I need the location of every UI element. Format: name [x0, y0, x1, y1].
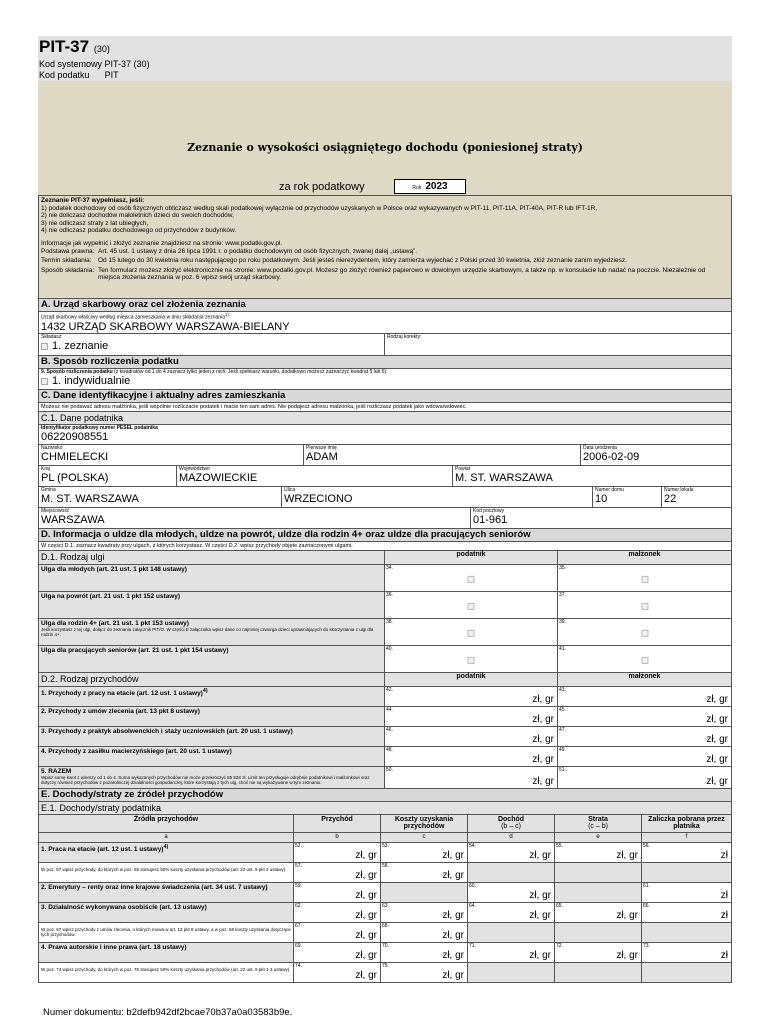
amount-field[interactable]: [294, 943, 381, 962]
column-letter: f: [642, 833, 731, 842]
currency-unit: zł, gr: [529, 850, 551, 861]
income-source-subnote: W poz. 57 wpisz przychody, do których w poz. 58 stosujesz 50% koszty uzyskania przychodów (art. 22 ust. 9 pkt 3 ustawy).: [39, 863, 294, 882]
income-source-label-text: 2. Emerytury – renty oraz inne krajowe świadczenia (art. 34 ust. 7 ustawy): [41, 884, 268, 891]
col-malzonek: małżonek: [558, 551, 731, 564]
blank-cell: [642, 923, 731, 942]
relief-label-text: Ulga na powrót (art. 21 ust. 1 pkt 152 ustawy): [41, 593, 181, 600]
blank-cell: [555, 863, 642, 882]
field-number: 63.: [382, 903, 389, 909]
birth-date-field[interactable]: Data urodzenia 2006-02-09: [583, 445, 640, 463]
field-number: 57.: [295, 863, 302, 869]
field-number: 56.: [643, 843, 650, 849]
field-number: 39.: [559, 619, 566, 625]
currency-unit: zł, gr: [616, 950, 638, 961]
voivodeship-field[interactable]: Województwo MAZOWIECKIE: [177, 466, 453, 486]
income-source-subrow: [38, 963, 732, 983]
relief-spouse-checkbox[interactable]: [558, 592, 731, 618]
title-box: [38, 81, 732, 195]
currency-unit: zł, gr: [442, 970, 464, 981]
income-rows: [38, 687, 732, 789]
section-d-note: W części D.1. zaznacz kwadraty przy ulgach, z których korzystasz. W części D.2. wpisz przychody objęte zaznaczonymi ulgami.: [38, 542, 732, 551]
currency-unit: zł, gr: [355, 890, 377, 901]
column-header-formula: (c – b): [588, 823, 608, 830]
first-name-field[interactable]: Pierwsze imię ADAM: [304, 445, 581, 465]
income-taxpayer-field[interactable]: [385, 727, 558, 746]
field-number: 44.: [386, 707, 393, 713]
income-spouse-field[interactable]: [558, 747, 731, 766]
field-number: 41.: [559, 646, 566, 652]
county-field[interactable]: Powiat M. ST. WARSZAWA: [455, 466, 553, 484]
section-c-note: Możesz nie podawać adresu małżonka, jeśli wspólnie rozliczacie podatek i macie ten sam adres. Nie podajesz adresu małżonka, jeśli rozliczasz podatek jako wdowa/wdowiec.: [38, 403, 732, 412]
tax-office-field[interactable]: Urząd skarbowy właściwy według miejsca zamieszkania w dniu składania zeznania$^{1)}$ 1432 URZĄD SKARBOWY WARSZAWA-BIELANY: [41, 312, 290, 333]
income-label-text: [41, 748, 382, 755]
relief-taxpayer-checkbox[interactable]: [385, 592, 558, 618]
field-number: 52.: [295, 843, 302, 849]
field-number: 58.: [382, 863, 389, 869]
column-header-text: Zaliczka pobrana przez płatnika: [648, 816, 725, 830]
currency-unit: zł, gr: [355, 950, 377, 961]
filing-type-field[interactable]: Składasz: 1. zeznanie: [39, 334, 385, 355]
income-source-subnote: W poz. 74 wpisz przychody, do których w poz. 75 stosujesz 50% koszty uzyskania przychodów (art. 22 ust. 9 pkt 1-3 ustawy).: [39, 963, 294, 982]
field-number: 72.: [556, 943, 563, 949]
checkbox-icon[interactable]: [641, 657, 648, 664]
relief-row: [38, 565, 732, 592]
checkbox-icon[interactable]: [468, 657, 475, 664]
checkbox-icon[interactable]: [468, 603, 475, 610]
year-field[interactable]: Rok 2023: [394, 179, 466, 194]
relief-rows: [38, 565, 732, 673]
correction-type-field[interactable]: Rodzaj korekty:: [387, 334, 422, 340]
blank-cell: [468, 963, 555, 982]
currency-unit: zł, gr: [532, 776, 554, 787]
kod-podatku: PIT: [104, 70, 119, 80]
income-label-text: [41, 768, 382, 775]
field-number: 47.: [559, 727, 566, 733]
section-d2-title: D.2. Rodzaj przychodów: [39, 673, 385, 686]
column-letter: c: [381, 833, 468, 842]
income-label-main: 2. Przychody z umów zlecenia (art. 13 pkt 8 ustawy): [41, 708, 200, 715]
income-label-text: [41, 688, 382, 697]
field-number: 35.: [559, 565, 566, 571]
amount-field[interactable]: [294, 883, 381, 902]
income-label-main: 1. Przychody z pracy na etacie (art. 12 ust. 1 ustawy): [41, 690, 203, 698]
amount-field[interactable]: [642, 883, 731, 902]
field-number: 71.: [469, 943, 476, 949]
income-row: [38, 747, 732, 767]
relief-spouse-checkbox[interactable]: [558, 619, 731, 645]
field-number: 70.: [382, 943, 389, 949]
column-header: [468, 815, 555, 832]
income-label: [39, 747, 385, 766]
column-header-text: Strata: [588, 816, 608, 823]
currency-unit: zł, gr: [706, 776, 728, 787]
section-a-title: A. Urząd skarbowy oraz cel złożenia zeznania: [38, 299, 732, 312]
field-number: 74.: [295, 963, 302, 969]
relief-taxpayer-checkbox[interactable]: [385, 565, 558, 591]
amount-field[interactable]: [642, 943, 731, 962]
amount-field[interactable]: [294, 843, 381, 862]
income-label-main: 3. Przychody z praktyk absolwenckich i staży uczniowskich (art. 20 ust. 1 ustawy): [41, 728, 293, 735]
amount-field[interactable]: [468, 883, 555, 902]
income-spouse-field[interactable]: [558, 687, 731, 706]
currency-unit: zł: [720, 910, 728, 921]
column-header-text: Przychód: [321, 816, 353, 823]
column-header-formula: (b – c): [501, 823, 521, 830]
e1-rows: [38, 843, 732, 983]
e1-column-letters: [38, 833, 732, 843]
currency-unit: zł, gr: [442, 910, 464, 921]
e1-column-headers: [38, 815, 732, 833]
field-number: 36.: [386, 592, 393, 598]
income-source-row: [38, 843, 732, 863]
income-source-row: [38, 903, 732, 923]
checkbox-icon[interactable]: [468, 576, 475, 583]
amount-field[interactable]: [294, 963, 381, 982]
currency-unit: zł, gr: [706, 754, 728, 765]
amount-field[interactable]: [642, 903, 731, 922]
currency-unit: zł, gr: [616, 910, 638, 921]
footnote-mark: 4): [163, 844, 169, 850]
income-label: [39, 687, 385, 706]
currency-unit: zł, gr: [532, 754, 554, 765]
year-label: za rok podatkowy: [279, 181, 365, 193]
income-source-label-text: 4. Prawa autorskie i inne prawa (art. 18 ustawy): [41, 944, 187, 951]
city-field[interactable]: Miejscowość WARSZAWA: [39, 508, 471, 528]
relief-taxpayer-checkbox[interactable]: [385, 619, 558, 645]
currency-unit: zł: [720, 950, 728, 961]
blank-cell: [468, 863, 555, 882]
blank-cell: [555, 963, 642, 982]
amount-field[interactable]: [468, 943, 555, 962]
field-number: 50.: [386, 767, 393, 773]
field-number: 66.: [643, 903, 650, 909]
income-label-text: [41, 728, 382, 735]
relief-label: [39, 619, 385, 645]
income-label: [39, 707, 385, 726]
field-number: 59.: [295, 883, 302, 889]
currency-unit: zł, gr: [355, 910, 377, 921]
field-number: 60.: [469, 883, 476, 889]
column-header: [642, 815, 731, 832]
income-spouse-field[interactable]: [558, 767, 731, 788]
income-label-main: 5. RAZEM: [41, 768, 72, 775]
income-row: [38, 727, 732, 747]
income-source-label: [39, 903, 294, 922]
income-source-subrow: [38, 863, 732, 883]
currency-unit: zł, gr: [706, 694, 728, 705]
currency-unit: zł, gr: [442, 950, 464, 961]
flat-number-field[interactable]: Numer lokalu 22: [664, 487, 694, 505]
checkbox-icon[interactable]: [468, 630, 475, 637]
income-row: [38, 707, 732, 727]
amount-field[interactable]: [381, 863, 468, 882]
pit37-form: [38, 36, 732, 983]
postal-code-field[interactable]: Kod pocztowy 01-961: [473, 508, 508, 526]
column-header: [294, 815, 381, 832]
amount-field[interactable]: [294, 903, 381, 922]
form-header: PIT-37 (30) Kod systemowy PIT-37 (30) Kod podatku PIT: [38, 36, 732, 81]
section-e-title: E. Dochody/straty ze źródeł przychodów: [38, 789, 732, 802]
column-letter: b: [294, 833, 381, 842]
kod-systemowy: PIT-37 (30): [104, 59, 150, 69]
relief-label-text: Ulga dla pracujących seniorów (art. 21 ust. 1 pkt 154 ustawy): [41, 647, 229, 654]
form-heading: Zeznanie o wysokości osiągniętego dochodu (poniesionej straty): [187, 141, 583, 154]
amount-field[interactable]: [642, 843, 731, 862]
currency-unit: zł, gr: [532, 734, 554, 745]
income-source-label-text: 1. Praca na etacie (art. 12 ust. 1 ustawy): [41, 846, 164, 854]
income-label-main: 4. Przychody z zasiłku macierzyńskiego (art. 20 ust. 1 ustawy): [41, 748, 232, 755]
amount-field[interactable]: [294, 863, 381, 882]
field-number: 40.: [386, 646, 393, 652]
relief-label: [39, 646, 385, 672]
income-row: [38, 687, 732, 707]
amount-field[interactable]: [294, 923, 381, 942]
settlement-method-field[interactable]: 9. Sposób rozliczenia podatku (z kwadratów od 1 do 4 zaznacz tylko jeden z nich. Jeśli spełniasz warunki, dodatkowo możesz zaznaczyć kwadrat 5 lub 6): 1. indywidualnie: [41, 369, 388, 387]
currency-unit: zł, gr: [355, 850, 377, 861]
municipality-field[interactable]: Gmina M. ST. WARSZAWA: [39, 487, 282, 507]
field-number: 38.: [386, 619, 393, 625]
income-source-label: [39, 843, 294, 862]
amount-field[interactable]: [381, 903, 468, 922]
amount-field[interactable]: [468, 843, 555, 862]
street-field[interactable]: Ulica WRZECIONO: [282, 487, 593, 507]
instructions: Zeznanie PIT-37 wypełniasz, jeśli: 1) podatek dochodowy od osób fizycznych obliczasz według skali podatkowej wyłącznie od przychodów uzyskanych w Polsce oraz wykazywanych w PIT-11, PIT-11A, PIT-40A, PIT-R lub IFT-1R, 2) nie doliczasz dochodów małoletnich dzieci do swoich dochodów, 3) nie odliczasz straty z lat ubiegłych, 4) nie odliczasz podatku dochodowego od przychodów z budynków. Informacje jak wypełnić i złożyć zeznanie znajdziesz na stronie: www.podatki.gov.pl. Podstawa prawna: Art. 45 ust. 1 ustawy z dnia 26 lipca 1991 r. o podatku dochodowym od osób fizycznych, zwanej dalej „ustawą”. Termin składania: Od 15 lutego do 30 kwietnia roku następującego po roku podatkowym. Jeśli jesteś nierezydentem, który zamierza wyjechać z Polski przed 30 kwietnia, złóż zeznanie zanim wyjedziesz. Sposób składania: Ten formularz możesz złożyć elektronicznie na stronie: www.podatki.gov.pl. Możesz go złożyć również papierowo w dowolnym urzędzie skarbowym, a także np. w konsulacie lub nadać na poczcie. Niezależnie od miejsca złożenia zeznania w poz. 6 wpisz swój urząd skarbowy.: [38, 195, 732, 299]
blank-cell: [555, 883, 642, 902]
currency-unit: zł, gr: [532, 694, 554, 705]
blank-cell: [555, 923, 642, 942]
section-d-title: D. Informacja o uldze dla młodych, uldze na powrót, uldze dla rodzin 4+ oraz uldze dla pracujących seniorów: [38, 529, 732, 542]
column-header-text: Źródła przychodów: [133, 816, 199, 823]
field-number: 54.: [469, 843, 476, 849]
field-number: 43.: [559, 687, 566, 693]
relief-spouse-checkbox[interactable]: [558, 646, 731, 672]
income-source-subrow: [38, 923, 732, 943]
footnote-mark: 4): [202, 688, 208, 694]
checkbox-icon[interactable]: [641, 603, 648, 610]
amount-field[interactable]: [381, 843, 468, 862]
field-number: 61.: [643, 883, 650, 889]
field-number: 69.: [295, 943, 302, 949]
column-letter: e: [555, 833, 642, 842]
currency-unit: zł, gr: [706, 714, 728, 725]
column-letter: d: [468, 833, 555, 842]
amount-field[interactable]: [468, 903, 555, 922]
column-header-text: Dochód: [497, 816, 525, 823]
section-e1-title: E.1. Dochody/straty podatnika: [38, 802, 732, 815]
col-podatnik: podatnik: [385, 551, 558, 564]
field-number: 42.: [386, 687, 393, 693]
currency-unit: zł, gr: [442, 850, 464, 861]
income-label: [39, 767, 385, 788]
checkbox-icon[interactable]: [41, 343, 48, 350]
column-letter: a: [39, 833, 294, 842]
income-source-label: [39, 943, 294, 962]
field-number: 73.: [643, 943, 650, 949]
document-number: Numer dokumentu: b2defb942df2bcae70b37a0a03583b9e.: [43, 1007, 293, 1018]
amount-field[interactable]: [555, 843, 642, 862]
amount-field[interactable]: [381, 923, 468, 942]
currency-unit: zł, gr: [706, 734, 728, 745]
relief-row: [38, 619, 732, 646]
income-source-subnote: W poz. 67 wpisz przychody z umów zlecenia, o których mowa w art. 13 pkt 8 ustawy, a w poz. 68 koszty uzyskania dotyczące tych przychodów.: [39, 923, 294, 942]
amount-field[interactable]: [555, 903, 642, 922]
checkbox-icon[interactable]: [41, 378, 48, 385]
house-number-field[interactable]: Numer domu 10: [593, 487, 662, 507]
blank-cell: [642, 863, 731, 882]
column-header: [381, 815, 468, 832]
currency-unit: zł: [720, 850, 728, 861]
field-number: 68.: [382, 923, 389, 929]
section-c1-title: C.1. Dane podatnika: [38, 412, 732, 425]
income-source-row: [38, 883, 732, 903]
currency-unit: zł, gr: [355, 930, 377, 941]
surname-field[interactable]: Nazwisko CHMIELECKI: [39, 445, 304, 465]
blank-cell: [468, 923, 555, 942]
section-b-title: B. Sposób rozliczenia podatku: [38, 356, 732, 369]
income-label-text: [41, 708, 382, 715]
col-podatnik: podatnik: [385, 673, 558, 686]
relief-spouse-checkbox[interactable]: [558, 565, 731, 591]
income-source-label-text: 3. Działalność wykonywana osobiście (art. 13 ustawy): [41, 904, 207, 911]
relief-label: [39, 565, 385, 591]
field-number: 67.: [295, 923, 302, 929]
amount-field[interactable]: [381, 943, 468, 962]
field-number: 65.: [556, 903, 563, 909]
income-spouse-field[interactable]: [558, 727, 731, 746]
field-number: 34.: [386, 565, 393, 571]
field-number: 55.: [556, 843, 563, 849]
blank-cell: [642, 963, 731, 982]
relief-row: [38, 592, 732, 619]
currency-unit: zł, gr: [616, 850, 638, 861]
currency-unit: zł, gr: [355, 870, 377, 881]
currency-unit: zł, gr: [529, 910, 551, 921]
currency-unit: zł, gr: [532, 714, 554, 725]
col-malzonek: małżonek: [558, 673, 731, 686]
amount-field[interactable]: [555, 943, 642, 962]
field-number: 45.: [559, 707, 566, 713]
amount-field[interactable]: [381, 963, 468, 982]
column-header-text: Koszty uzyskania przychodów: [394, 816, 454, 830]
currency-unit: zł, gr: [442, 870, 464, 881]
section-d1-title: D.1. Rodzaj ulgi: [39, 551, 385, 564]
field-number: 51.: [559, 767, 566, 773]
country-field[interactable]: Kraj PL (POLSKA): [39, 466, 177, 486]
checkbox-icon[interactable]: [641, 576, 648, 583]
relief-note: Jeśli korzystasz z tej ulgi, dołącz do zeznania załącznik PIT/O. W części E załącznika wpisz dane co najmniej czworga dzieci uprawniających do skorzystania z ulgi dla rodzin 4+.: [41, 627, 374, 637]
form-title: PIT-37 (30): [39, 37, 110, 56]
income-source-label: [39, 883, 294, 902]
section-c-title: C. Dane identyfikacyjne i aktualny adres zamieszkania: [38, 390, 732, 403]
field-number: 75.: [382, 963, 389, 969]
currency-unit: zł, gr: [442, 930, 464, 941]
field-number: 53.: [382, 843, 389, 849]
relief-row: [38, 646, 732, 673]
relief-label-text: Ulga dla rodzin 4+ (art. 21 ust. 1 pkt 153 ustawy): [41, 620, 189, 627]
field-number: 48.: [386, 747, 393, 753]
income-source-row: [38, 943, 732, 963]
checkbox-icon[interactable]: [641, 630, 648, 637]
pesel-field[interactable]: Identyfikator podatkowy numer PESEL podatnika 06220908551: [41, 425, 158, 443]
field-number: 37.: [559, 592, 566, 598]
field-number: 64.: [469, 903, 476, 909]
income-taxpayer-field[interactable]: [385, 747, 558, 766]
income-label: [39, 727, 385, 746]
relief-taxpayer-checkbox[interactable]: [385, 646, 558, 672]
currency-unit: zł: [720, 890, 728, 901]
currency-unit: zł, gr: [529, 890, 551, 901]
income-taxpayer-field[interactable]: [385, 687, 558, 706]
column-header: [39, 815, 294, 832]
currency-unit: zł, gr: [355, 970, 377, 981]
relief-label: [39, 592, 385, 618]
blank-cell: [381, 883, 468, 902]
field-number: 62.: [295, 903, 302, 909]
income-spouse-field[interactable]: [558, 707, 731, 726]
column-header: [555, 815, 642, 832]
relief-label-text: Ulga dla młodych (art. 21 ust. 1 pkt 148 ustawy): [41, 566, 187, 573]
income-row: [38, 767, 732, 789]
currency-unit: zł, gr: [529, 950, 551, 961]
field-number: 46.: [386, 727, 393, 733]
field-number: 49.: [559, 747, 566, 753]
income-taxpayer-field[interactable]: [385, 707, 558, 726]
income-taxpayer-field[interactable]: [385, 767, 558, 788]
income-note: Wpisz sumę kwot z wierszy od 1 do 4. Suma wykazanych przychodów nie może przekroczyć 85 528 zł. Limit ten przysługuje odrębnie podatnikowi i małżonkowi oraz dotyczy również przychodów z pozarolniczej działalności gospodarczej, które korzystają z tych ulg, choć nie są wykazywane w tym zeznaniu.: [41, 775, 370, 785]
